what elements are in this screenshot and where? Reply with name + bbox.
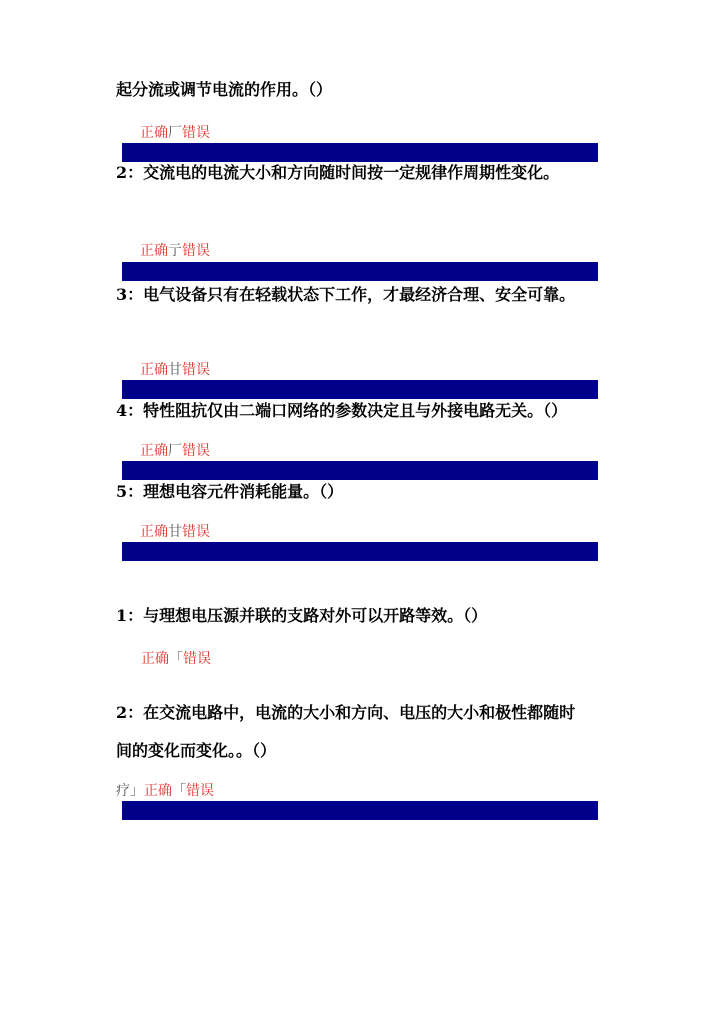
separator-bar [122,542,598,561]
option-marker: 亍 [168,243,182,259]
option-false[interactable]: 错误 [182,362,210,378]
option-marker: 「 [169,651,183,667]
separator-bar [122,801,598,820]
option-true[interactable]: 正确 [140,443,168,459]
option-false[interactable]: 错误 [183,651,211,667]
option-false[interactable]: 错误 [182,125,210,141]
option-false[interactable]: 错误 [182,243,210,259]
option-true[interactable]: 正确 [140,524,168,540]
separator-bar [122,461,598,480]
option-true[interactable]: 正确 [140,243,168,259]
question-text: 3：电气设备只有在轻载状态下工作，才最经济合理、安全可靠。 [116,285,576,304]
answer-options [116,782,214,800]
question-text: 1：与理想电压源并联的支路对外可以开路等效。（） [116,606,488,625]
answer-options [140,523,210,541]
question-text-line-1: 2：在交流电路中，电流的大小和方向、电压的大小和极性都随时 [116,703,576,722]
answer-options [140,124,210,142]
answer-options [140,242,210,260]
separator-bar [122,143,598,162]
option-false[interactable]: 错误 [182,443,210,459]
option-false[interactable]: 错误 [186,783,214,799]
option-marker: 「 [172,783,186,799]
option-true[interactable]: 正确 [144,783,172,799]
option-true[interactable]: 正确 [141,651,169,667]
separator-bar [122,262,598,281]
answer-options [140,361,210,379]
question-text-line-2: 间的变化而变化。。（） [116,741,277,760]
option-prefix: 疗」 [116,783,144,799]
option-marker: 厂 [168,125,182,141]
answer-options [141,650,211,668]
question-text: 起分流或调节电流的作用。（） [116,80,333,99]
answer-options [140,442,210,460]
option-marker: 甘 [168,524,182,540]
option-true[interactable]: 正确 [140,362,168,378]
question-text: 4：特性阻抗仅由二端口网络的参数决定且与外接电路无关。（） [116,401,568,420]
option-marker: 厂 [168,443,182,459]
option-marker: 甘 [168,362,182,378]
question-text: 2：交流电的电流大小和方向随时间按一定规律作周期性变化。 [116,163,560,182]
option-false[interactable]: 错误 [182,524,210,540]
option-true[interactable]: 正确 [140,125,168,141]
question-text: 5：理想电容元件消耗能量。（） [116,482,344,501]
separator-bar [122,380,598,399]
